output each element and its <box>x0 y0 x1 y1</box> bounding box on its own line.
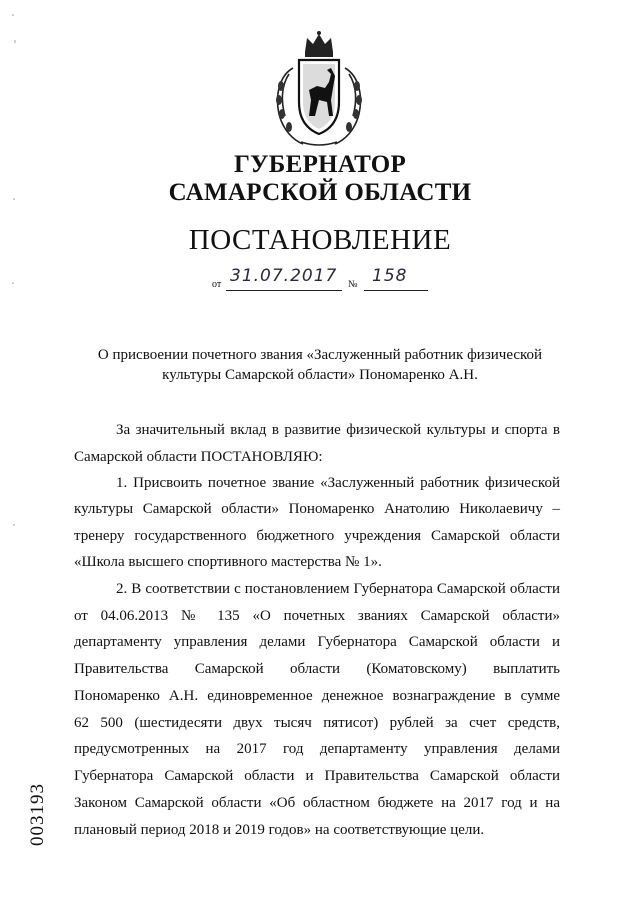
body-line: За значительный вклад в развитие физической культуры и спорта в <box>116 422 560 438</box>
date-underline <box>226 290 342 291</box>
body-line: 2. В соответствии с постановлением Губернатора Самарской области <box>116 581 560 597</box>
body-line: департаменту управления делами Губернатора Самарской области и <box>74 634 560 650</box>
subject-line: О присвоении почетного звания «Заслуженный работник физической <box>97 347 543 363</box>
body-line: Законом Самарской области «Об областном бюджете на 2017 год и на <box>74 795 560 811</box>
body-line: 62 500 (шестидесяти двух тысяч пятисот) рублей за счет средств, <box>74 715 560 731</box>
number-label: № <box>348 279 358 290</box>
handwritten-date: 31.07.2017 <box>230 266 338 286</box>
body-line: «Школа высшего спортивного мастерства № 1». <box>74 554 382 570</box>
body-line: Губернатора Самарской области и Правительства Самарской области <box>74 768 560 784</box>
subject-line: культуры Самарской области» Пономаренко А.Н. <box>162 367 478 383</box>
scan-speck <box>12 282 14 284</box>
date-number-line <box>212 266 442 294</box>
body-line: от 04.06.2013 № 135 «О почетных званиях Самарской области» <box>74 608 560 624</box>
scan-speck <box>12 14 14 16</box>
body-line: Пономаренко А.Н. единовременное денежное вознаграждение в сумме <box>74 688 560 704</box>
body-line: культуры Самарской области» Пономаренко Анатолию Николаевичу – <box>74 501 560 517</box>
scan-speck <box>13 524 15 526</box>
coat-of-arms-emblem <box>271 30 367 148</box>
body-line: плановый период 2018 и 2019 годов» на соответствующие цели. <box>74 822 485 838</box>
handwritten-number: 158 <box>372 266 408 286</box>
body-line: Самарской области ПОСТАНОВЛЯЮ: <box>74 449 323 465</box>
body-line: тренеру государственного бюджетного учреждения Самарской области <box>74 528 560 544</box>
from-label: от <box>212 279 222 290</box>
body-line: Правительства Самарской области (Коматовскому) выплатить <box>74 661 560 677</box>
scan-speck <box>14 40 16 43</box>
body-line: 1. Присвоить почетное звание «Заслуженный работник физической <box>116 475 560 491</box>
region-title: САМАРСКОЙ ОБЛАСТИ <box>168 179 472 206</box>
number-underline <box>364 290 428 291</box>
document-type-heading: ПОСТАНОВЛЕНИЕ <box>188 224 452 256</box>
document-serial-number: 003193 <box>27 783 48 846</box>
governor-title: ГУБЕРНАТОР <box>233 151 407 178</box>
body-line: предусмотренных на 2017 год департаменту управления делами <box>74 741 560 757</box>
